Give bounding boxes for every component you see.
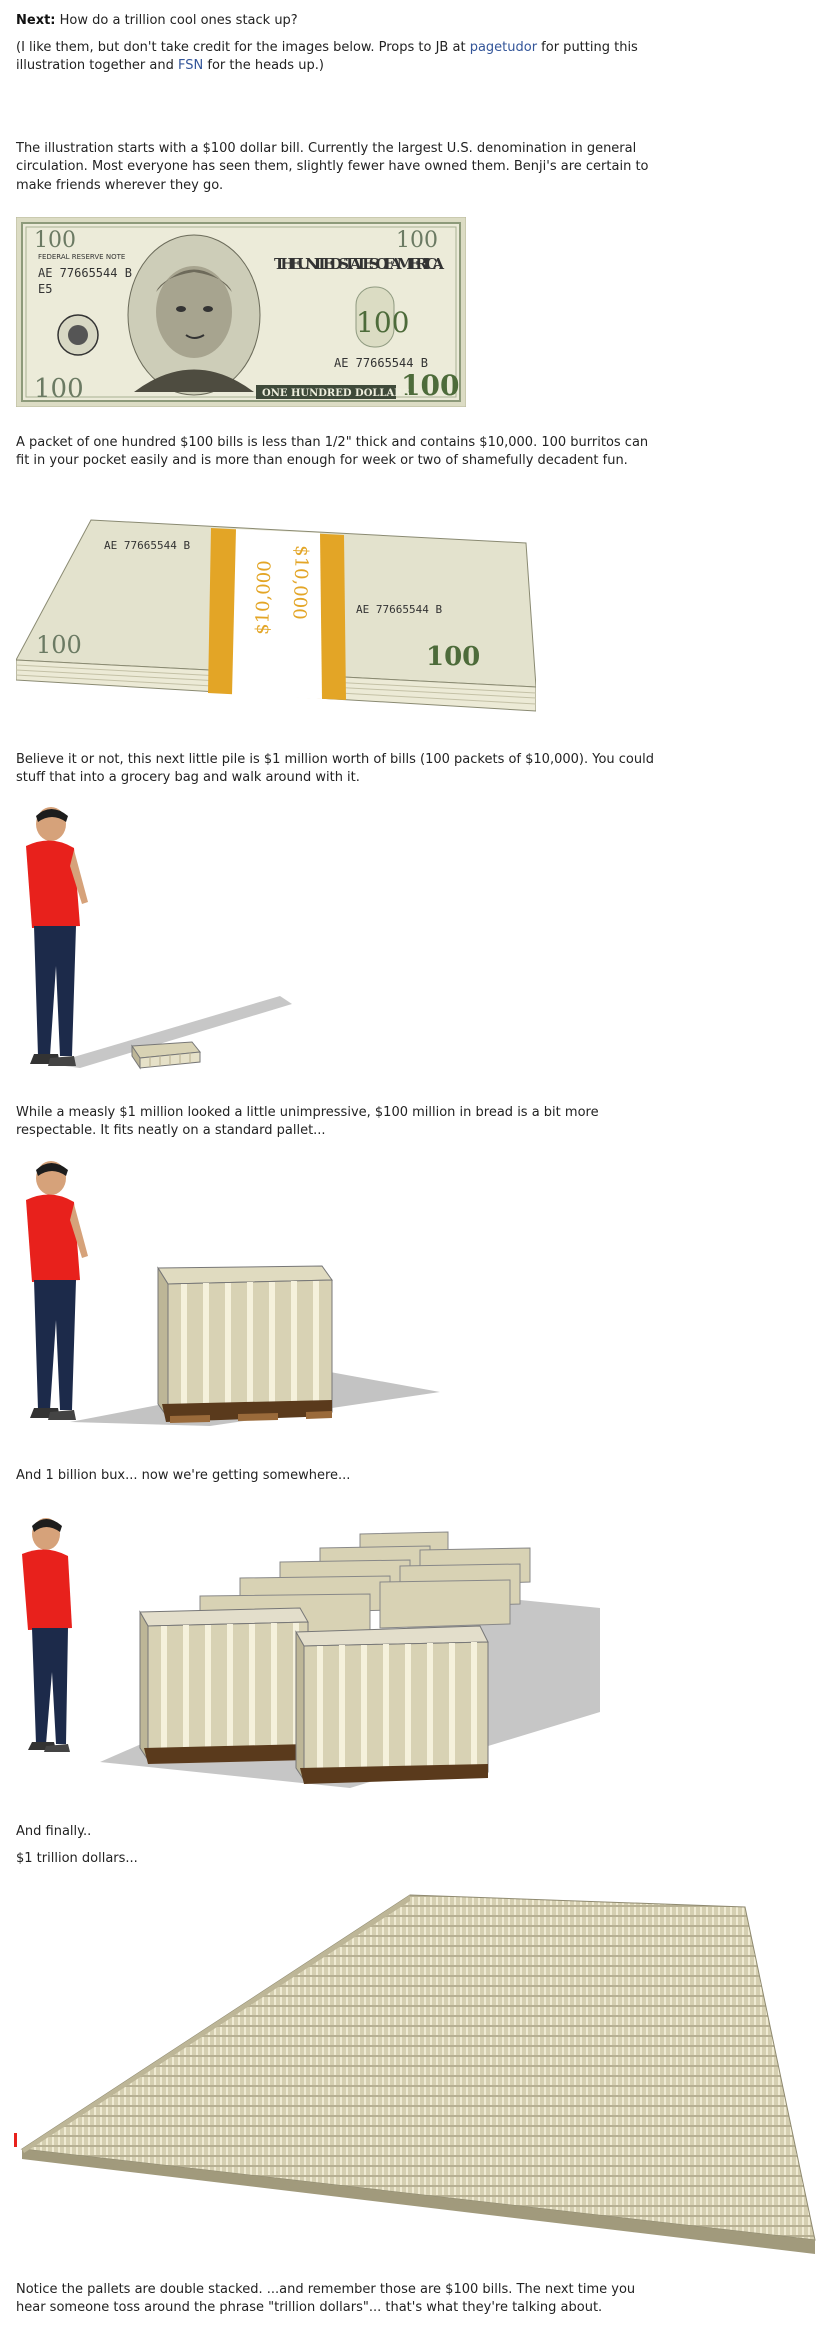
bill-header-text: FEDERAL RESERVE NOTE: [38, 253, 126, 261]
next-line: [16, 12, 656, 30]
pagetudor-link[interactable]: pagetudor: [469, 40, 538, 55]
band-amount-text: $10,000: [252, 560, 276, 636]
finally-paragraph: And finally..: [16, 1824, 92, 1839]
hundred-million-paragraph: While a measly $1 million looked a little unimpressive, $100 million in bread is a bit more respectable. It fits neatly on a standard pallet...: [16, 1105, 599, 1139]
bill-corner-100-tl: 100: [34, 228, 76, 253]
packet-serial-left: AE 77665544 B: [104, 539, 191, 552]
closing-paragraph: Notice the pallets are double stacked. ...and remember those are $100 bills. The next time you hear someone toss around the phrase "trillion dollars"... that's what they're talking about.: [16, 2282, 636, 2316]
trillion-paragraph: $1 trillion dollars...: [16, 1851, 138, 1866]
next-label: Next:: [16, 13, 56, 28]
credits-text-1: (I like them, but don't take credit for the images below. Props to JB at: [16, 40, 470, 55]
ten-thousand-packet-image: [16, 515, 536, 715]
bill-paragraph: The illustration starts with a $100 dollar bill. Currently the largest U.S. denomination in general circulation. Most everyone has seen them, slightly fewer have owned them. Benji's are certain to make friends wherever they go.: [16, 141, 649, 193]
bill-serial-right: AE 77665544 B: [334, 356, 428, 370]
person-figure-icon: [26, 807, 88, 1066]
packet-corner-100: 100: [36, 631, 82, 659]
credits-text-2: for putting this illustration together and: [16, 40, 638, 74]
credits-text-3: for the heads up.): [203, 58, 324, 74]
bill-corner-100-tr: 100: [396, 228, 438, 253]
person-figure-icon-2: [26, 1161, 88, 1420]
bill-footer-text: ONE HUNDRED DOLLARS: [262, 388, 410, 399]
packet-paragraph: A packet of one hundred $100 bills is less than 1/2" thick and contains $10,000. 100 burritos can fit in your pocket easily and is more than enough for week or two of shamefully decadent fun.: [16, 435, 649, 469]
hundred-million-image: [10, 1160, 450, 1430]
bill-green-100: 100: [401, 369, 460, 402]
fsn-link[interactable]: FSN: [178, 58, 204, 74]
tiny-person-icon: [14, 2133, 17, 2147]
million-paragraph: Believe it or not, this next little pile is $1 million worth of bills (100 packets of $10,000). You could stuff that into a grocery bag and walk around with it.: [16, 752, 654, 786]
packet-serial-right: AE 77665544 B: [356, 603, 443, 616]
person-figure-icon-3: [22, 1518, 72, 1752]
next-title: How do a trillion cool ones stack up?: [55, 13, 298, 28]
band-amount-text-flipped: $10,000: [288, 544, 312, 620]
bill-letter: E5: [38, 282, 53, 296]
bill-country-text: THE UNITED STATES OF AMERICA: [274, 255, 444, 273]
one-billion-image: [10, 1512, 610, 1792]
billion-paragraph: And 1 billion bux... now we're getting somewhere...: [16, 1468, 351, 1483]
bill-corner-100-bl: 100: [34, 374, 84, 404]
packet-green-100: 100: [426, 642, 481, 672]
one-million-image: [10, 806, 310, 1076]
bill-watermark-100: 100: [356, 306, 410, 339]
hundred-dollar-bill-image: [16, 217, 466, 407]
bill-serial-left: AE 77665544 B: [38, 266, 132, 280]
credits-paragraph: [16, 39, 656, 76]
one-trillion-image: [10, 1887, 820, 2257]
